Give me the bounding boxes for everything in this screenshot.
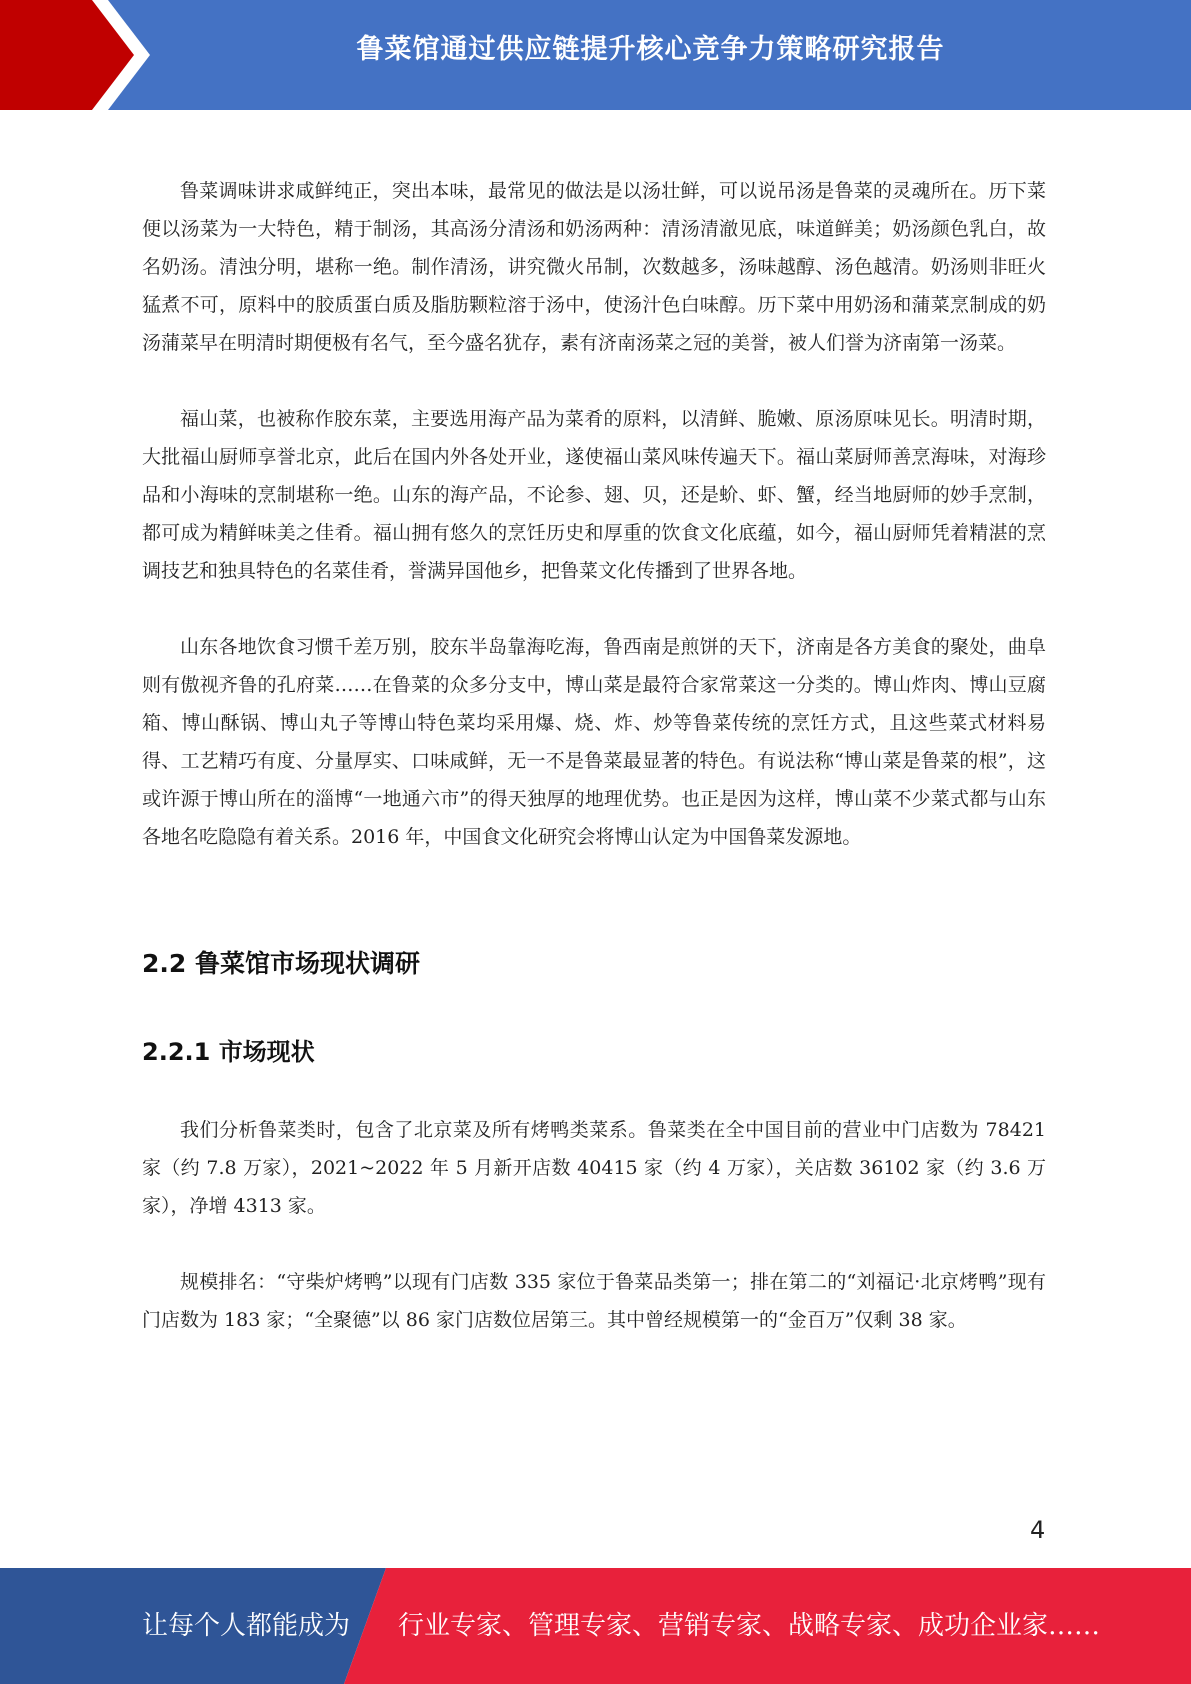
main-content <box>142 172 1046 1339</box>
footer-slogan-right: 行业专家、管理专家、营销专家、战略专家、成功企业家…… <box>398 1611 1101 1641</box>
page-header <box>0 0 1191 110</box>
page-number: 4 <box>1030 1516 1046 1544</box>
paragraph-boshan-cuisine: 山东各地饮食习惯千差万别，胶东半岛靠海吃海，鲁西南是煎饼的天下，济南是各方美食的聚处，曲阜则有傲视齐鲁的孔府菜……在鲁菜的众多分支中，博山菜是最符合家常菜这一分类的。博山炸肉、博山豆腐箱、博山酥锅、博山丸子等博山特色菜均采用爆、烧、炸、炒等鲁菜传统的烹饪方式，且这些菜式材料易得、工艺精巧有度、分量厚实、口味咸鲜，无一不是鲁菜最显著的特色。有说法称“博山菜是鲁菜的根”，这或许源于博山所在的淄博“一地通六市”的得天独厚的地理优势。也正是因为这样，博山菜不少菜式都与山东各地名吃隐隐有着关系。2016 年，中国食文化研究会将博山认定为中国鲁菜发源地。 <box>142 636 1046 848</box>
subsection-heading: 2.2.1 市场现状 <box>142 1038 315 1066</box>
report-title: 鲁菜馆通过供应链提升核心竞争力策略研究报告 <box>356 34 945 65</box>
paragraph-fushan-cuisine: 福山菜，也被称作胶东菜，主要选用海产品为菜肴的原料，以清鲜、脆嫩、原汤原味见长。明清时期，大批福山厨师享誉北京，此后在国内外各处开业，遂使福山菜风味传遍天下。福山菜厨师善烹海味，对海珍品和小海味的烹制堪称一绝。山东的海产品，不论参、翅、贝，还是蚧、虾、蟹，经当地厨师的妙手烹制，都可成为精鲜味美之佳肴。福山拥有悠久的烹饪历史和厚重的饮食文化底蕴，如今，福山厨师凭着精湛的烹调技艺和独具特色的名菜佳肴，誉满异国他乡，把鲁菜文化传播到了世界各地。 <box>142 408 1046 582</box>
section-heading: 2.2 鲁菜馆市场现状调研 <box>142 949 420 978</box>
paragraph-lu-cuisine-soup: 鲁菜调味讲求咸鲜纯正，突出本味，最常见的做法是以汤壮鲜，可以说吊汤是鲁菜的灵魂所在。历下菜便以汤菜为一大特色，精于制汤，其高汤分清汤和奶汤两种：清汤清澈见底，味道鲜美；奶汤颜色乳白，故名奶汤。清浊分明，堪称一绝。制作清汤，讲究微火吊制，次数越多，汤味越醇、汤色越清。奶汤则非旺火猛煮不可，原料中的胶质蛋白质及脂肪颗粒溶于汤中，使汤汁色白味醇。历下菜中用奶汤和蒲菜烹制成的奶汤蒲菜早在明清时期便极有名气，至今盛名犹存，素有济南汤菜之冠的美誉，被人们誉为济南第一汤菜。 <box>142 180 1046 354</box>
paragraph-scale-ranking: 规模排名：“守柴炉烤鸭”以现有门店数 335 家位于鲁菜品类第一；排在第二的“刘福记·北京烤鸭”现有门店数为 183 家；“全聚德”以 86 家门店数位居第三。其中曾经规模第一的“金百万”仅剩 38 家。 <box>142 1271 1046 1331</box>
paragraph-market-stats: 我们分析鲁菜类时，包含了北京菜及所有烤鸭类菜系。鲁菜类在全中国目前的营业中门店数为 78421 家（约 7.8 万家），2021~2022 年 5 月新开店数 40415 家（约 4 万家），关店数 36102 家（约 3.6 万家），净增 4313 家。 <box>142 1119 1046 1217</box>
footer-slogan-left: 让每个人都能成为 <box>142 1611 351 1641</box>
page-footer <box>0 1568 1191 1684</box>
